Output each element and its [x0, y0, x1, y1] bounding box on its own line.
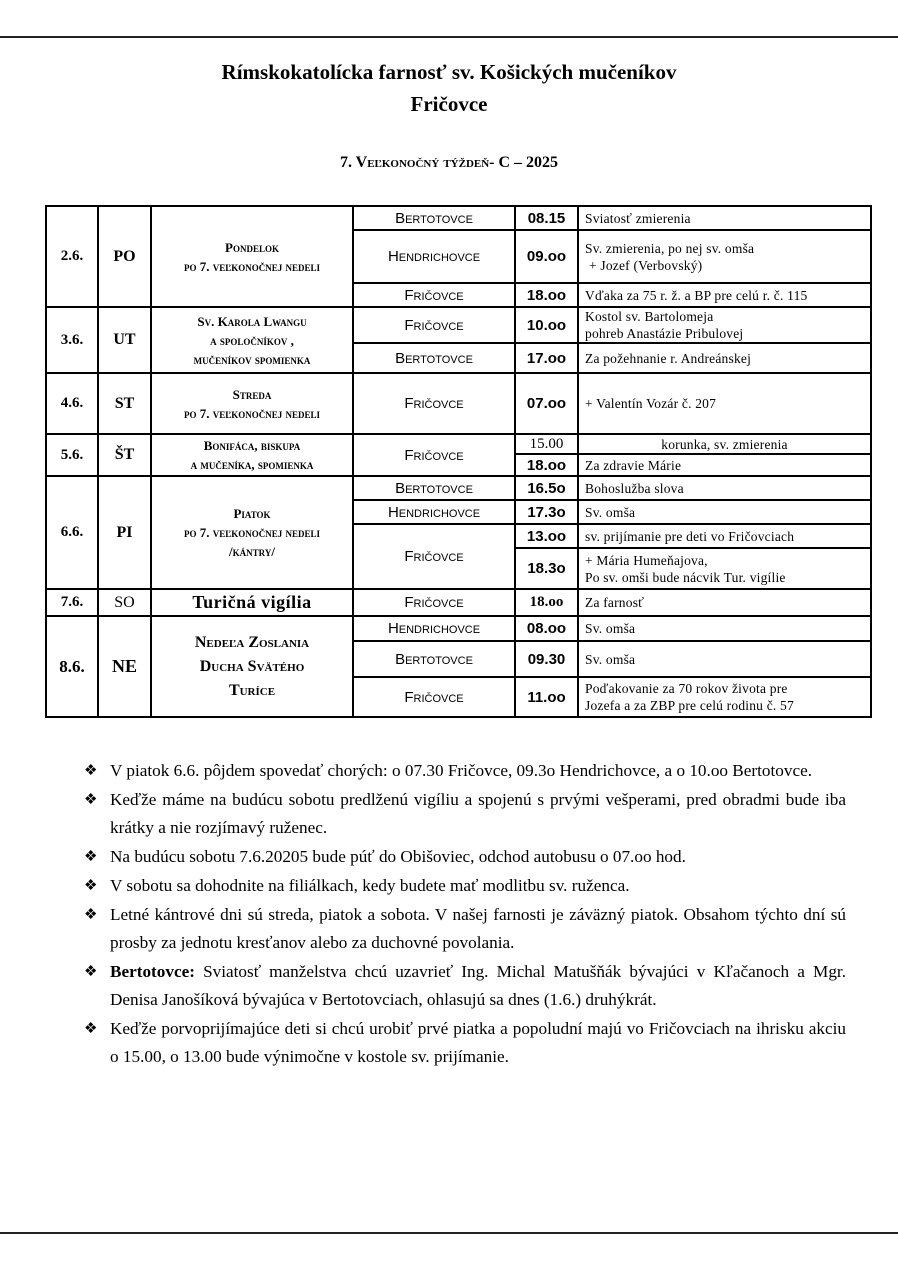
row-time: 10.oo: [515, 307, 578, 343]
row-feast: [151, 307, 353, 373]
intention-line: + Valentín Vozár č. 207: [585, 396, 717, 411]
parish-location: Fričovce: [410, 92, 488, 116]
intention-line: sv. prijímanie pre deti vo Fričovciach: [585, 528, 795, 544]
row-time: 17.3o: [515, 500, 578, 524]
row-time: 17.oo: [515, 343, 578, 373]
intention-line: + Jozef (Verbovský): [589, 257, 703, 273]
row-place: Hendrichovce: [353, 616, 515, 641]
diamond-bullet-icon: ❖: [84, 849, 98, 865]
feast-line: Piatok: [233, 506, 271, 521]
feast-line: mučeníkov spomienka: [193, 351, 311, 367]
row-intention: [578, 434, 871, 454]
row-day: ST: [98, 373, 151, 434]
row-time: 07.oo: [515, 373, 578, 434]
table-row: [46, 476, 871, 500]
row-feast: [151, 373, 353, 434]
list-item: [78, 901, 846, 957]
row-date: 6.6.: [46, 476, 98, 589]
row-time: 09.oo: [515, 230, 578, 283]
feast-line: Ducha Svätého: [199, 657, 305, 675]
feast-line: po 7. veľkonočnej nedeli: [183, 525, 321, 540]
table-row: [46, 434, 871, 454]
row-intention: [578, 283, 871, 307]
row-place: Fričovce: [353, 524, 515, 589]
row-intention: [578, 343, 871, 373]
intention-line: pohreb Anastázie Pribulovej: [585, 326, 744, 341]
row-place: Fričovce: [353, 307, 515, 343]
intention-line: Po sv. omši bude nácvik Tur. vigílie: [585, 569, 786, 585]
intention-line: Za požehnanie r. Andreánskej: [585, 350, 752, 366]
row-intention: [578, 230, 871, 283]
row-intention: [578, 524, 871, 548]
feast-line: Streda: [232, 386, 272, 402]
row-intention: [578, 476, 871, 500]
row-day: NE: [98, 616, 151, 717]
row-feast: [151, 589, 353, 616]
row-day: PI: [98, 476, 151, 589]
row-day: UT: [98, 307, 151, 373]
row-intention: [578, 548, 871, 589]
diamond-bullet-icon: ❖: [84, 1021, 98, 1037]
list-item: [78, 757, 846, 785]
row-place: Bertotovce: [353, 343, 515, 373]
announcements-list: [78, 757, 846, 1072]
row-time: 09.30: [515, 641, 578, 677]
announcement-text: V piatok 6.6. pôjdem spovedať chorých: o 07.30 Fričovce, 09.3o Hendrichovce, a o 10.oo Bertotovce.: [110, 761, 813, 780]
table-row: [46, 206, 871, 230]
intention-line: Vďaka za 75 r. ž. a BP pre celú r. č. 115: [585, 287, 808, 303]
row-intention: [578, 373, 871, 434]
announcement-lead: Bertotovce:: [110, 962, 195, 981]
row-time: 08.oo: [515, 616, 578, 641]
diamond-bullet-icon: ❖: [84, 907, 98, 923]
row-date: 7.6.: [46, 589, 98, 616]
announcement-text: V sobotu sa dohodnite na filiálkach, kedy budete mať modlitbu sv. ruženca.: [110, 876, 630, 895]
row-date: 3.6.: [46, 307, 98, 373]
row-place: Bertotovce: [353, 641, 515, 677]
feast-line: /kántry/: [229, 544, 275, 559]
feast-line: a spoločníkov ,: [210, 332, 294, 348]
row-intention: [578, 206, 871, 230]
row-intention: [578, 589, 871, 616]
row-intention: [578, 307, 871, 343]
intention-line: Jozefa a za ZBP pre celú rodinu č. 57: [585, 698, 794, 713]
row-intention: [578, 641, 871, 677]
feast-line: Nedeľa Zoslania: [194, 633, 310, 651]
row-time: 15.00: [515, 434, 578, 454]
table-row: [46, 589, 871, 616]
intention-line: Kostol sv. Bartolomeja: [585, 309, 714, 324]
row-feast: [151, 616, 353, 717]
announcement-text: Na budúcu sobotu 7.6.20205 bude púť do Obišoviec, odchod autobusu o 07.oo hod.: [110, 847, 686, 866]
table-row: [46, 373, 871, 434]
feast-line: Turíce: [228, 681, 276, 699]
row-feast: [151, 434, 353, 476]
parish-title: Rímskokatolícka farnosť sv. Košických mučeníkov: [221, 60, 677, 84]
diamond-bullet-icon: ❖: [84, 792, 98, 808]
row-intention: [578, 677, 871, 717]
announcement-text: Keďže máme na budúcu sobotu predlženú vigíliu a spojenú s prvými vešperami, pred obradmi bude iba krátky a nie rozjímavý ruženec.: [110, 790, 846, 837]
intention-line: Za zdravie Márie: [585, 457, 682, 473]
intention-line: Sv. omša: [585, 651, 636, 667]
diamond-bullet-icon: ❖: [84, 964, 98, 980]
row-intention: [578, 500, 871, 524]
row-time: 18.oo: [515, 283, 578, 307]
week-label: 7. Veľkonočný týždeň- C – 2025: [339, 154, 559, 171]
table-row: [46, 616, 871, 641]
diamond-bullet-icon: ❖: [84, 763, 98, 779]
mass-schedule-table: [45, 205, 872, 718]
top-rule: [0, 36, 898, 38]
list-item: [78, 843, 846, 871]
row-place: Hendrichovce: [353, 230, 515, 283]
intention-line: Za farnosť: [585, 595, 645, 610]
row-time: 18.3o: [515, 548, 578, 589]
row-place: Fričovce: [353, 434, 515, 476]
intention-line: Bohoslužba slova: [585, 480, 684, 496]
row-day: SO: [98, 589, 151, 616]
row-time: 16.5o: [515, 476, 578, 500]
row-place: Bertotovce: [353, 476, 515, 500]
feast-line: po 7. veľkonočnej nedeli: [183, 405, 321, 421]
row-time: 13.oo: [515, 524, 578, 548]
announcement-text: Sviatosť manželstva chcú uzavrieť Ing. Michal Matušňák bývajúci v Kľačanoch a Mgr. Denisa Janošíková bývajúca v Bertotovciach, ohlasujú sa dnes (1.6.) druhýkrát.: [110, 962, 846, 1009]
intention-line: Sv. omša: [585, 504, 636, 520]
diamond-bullet-icon: ❖: [84, 878, 98, 894]
row-day: PO: [98, 206, 151, 307]
row-intention: [578, 616, 871, 641]
intention-line: korunka, sv. zmierenia: [661, 436, 788, 452]
list-item: [78, 872, 846, 900]
list-item: [78, 786, 846, 842]
intention-line: Poďakovanie za 70 rokov života pre: [585, 681, 788, 696]
row-place: Fričovce: [353, 373, 515, 434]
list-item: [78, 958, 846, 1014]
intention-line: Sv. omša: [585, 621, 636, 636]
row-day: ŠT: [98, 434, 151, 476]
bottom-rule: [0, 1232, 898, 1234]
row-place: Bertotovce: [353, 206, 515, 230]
row-time: 18.oo: [515, 454, 578, 476]
list-item: [78, 1015, 846, 1071]
announcement-text: Keďže porvoprijímajúce deti si chcú urobiť prvé piatka a popoludní majú vo Fričovciach na ihrisku akciu o 15.00, o 13.00 bude výnimočne v kostole sv. prijímanie.: [110, 1019, 846, 1066]
feast-line: a mučeníka, spomienka: [190, 457, 314, 472]
intention-line: + Mária Humeňajova,: [585, 552, 708, 568]
row-date: 4.6.: [46, 373, 98, 434]
intention-line: Sviatosť zmierenia: [585, 210, 691, 226]
row-feast: [151, 206, 353, 307]
row-feast: [151, 476, 353, 589]
feast-line: Turičná vigília: [192, 592, 312, 612]
feast-line: po 7. veľkonočnej nedeli: [183, 258, 321, 274]
feast-line: Bonifáca, biskupa: [203, 438, 301, 453]
row-date: 2.6.: [46, 206, 98, 307]
intention-line: Sv. zmierenia, po nej sv. omša: [585, 240, 755, 256]
row-time: 11.oo: [515, 677, 578, 717]
row-time: 18.oo: [515, 589, 578, 616]
table-row: [46, 307, 871, 343]
row-intention: [578, 454, 871, 476]
feast-line: Pondelok: [225, 239, 279, 255]
feast-line: Sv. Karola Lwangu: [197, 313, 307, 329]
row-date: 8.6.: [46, 616, 98, 717]
row-place: Fričovce: [353, 677, 515, 717]
row-place: Hendrichovce: [353, 500, 515, 524]
row-time: 08.15: [515, 206, 578, 230]
row-date: 5.6.: [46, 434, 98, 476]
row-place: Fričovce: [353, 283, 515, 307]
announcement-text: Letné kántrové dni sú streda, piatok a sobota. V našej farnosti je záväzný piatok. Obsahom týchto dní sú prosby za jednotu kresťanov alebo za duchovné povolania.: [110, 905, 846, 952]
row-place: Fričovce: [353, 589, 515, 616]
